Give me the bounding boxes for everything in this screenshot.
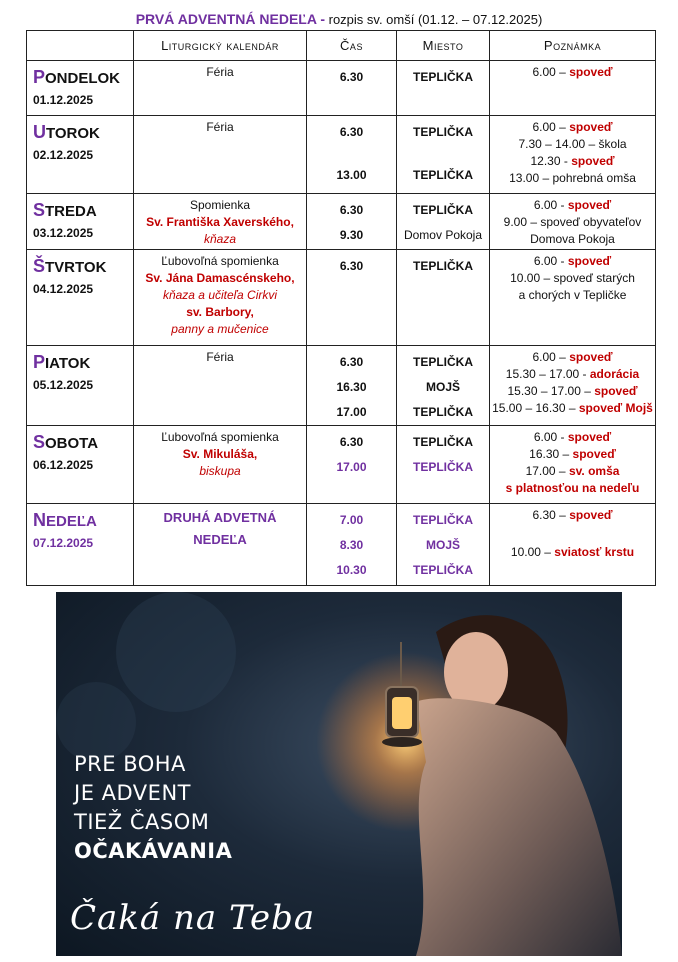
calendar-cell (134, 250, 307, 346)
mass-place: MOJŠ (425, 380, 460, 394)
mass-time: 6.30 (339, 355, 364, 369)
day-date: 01.12.2025 (33, 93, 94, 107)
mass-place: TEPLIČKA (413, 405, 473, 419)
note-line (490, 349, 655, 366)
mass-place: TEPLIČKA (413, 563, 473, 577)
note-line (490, 119, 655, 136)
poster-line-2: JE ADVENT (74, 781, 191, 805)
mass-time: 8.30 (339, 538, 364, 552)
header-calendar: Liturgický kalendár (134, 31, 307, 61)
note-cell (490, 61, 656, 116)
place-cell (397, 194, 490, 250)
time-cell (307, 346, 397, 426)
calendar-line: Spomienka (189, 198, 251, 212)
calendar-line: kňaza (203, 232, 237, 246)
note-text: 6.30 – (532, 508, 570, 522)
note-line (490, 214, 655, 231)
day-date: 03.12.2025 (33, 226, 94, 240)
note-text: a chorých v Tepličke (518, 288, 627, 302)
note-line (490, 446, 655, 463)
note-text: 6.00 - (533, 430, 568, 444)
header-note: Poznámka (490, 31, 656, 61)
note-highlight: spoveď (569, 350, 613, 364)
table-row (27, 346, 656, 426)
note-cell (490, 504, 656, 586)
note-highlight: spoveď (572, 447, 616, 461)
advent-poster-image (56, 592, 622, 956)
note-highlight: spoveď (569, 65, 613, 79)
note-highlight: spoveď (567, 254, 612, 268)
note-line (490, 253, 655, 270)
place-cell (397, 116, 490, 194)
poster-emphasis: OČAKÁVANIA (74, 839, 233, 863)
calendar-cell (134, 346, 307, 426)
note-text: 6.00 - (533, 254, 568, 268)
note-line (490, 480, 655, 497)
header-time: Čas (307, 31, 397, 61)
note-line (490, 524, 655, 544)
mass-time: 6.30 (339, 203, 364, 217)
note-text: 17.00 – (525, 464, 569, 478)
note-line (490, 400, 655, 417)
time-cell (307, 194, 397, 250)
time-cell (307, 504, 397, 586)
mass-time: 6.30 (339, 70, 364, 84)
note-line (490, 197, 655, 214)
mass-time: 13.00 (336, 168, 367, 182)
table-row (27, 61, 656, 116)
poster-signature: Čaká na Teba (70, 898, 316, 938)
day-date: 07.12.2025 (33, 536, 94, 550)
note-text: 7.30 – 14.00 – škola (518, 137, 627, 151)
place-cell (397, 504, 490, 586)
calendar-cell (134, 194, 307, 250)
note-text: 6.00 – (532, 120, 570, 134)
calendar-cell (134, 504, 307, 586)
mass-time: 17.00 (336, 405, 367, 419)
mass-place: TEPLIČKA (413, 125, 473, 139)
mass-time: 7.00 (339, 513, 364, 527)
note-text: 6.00 - (533, 198, 568, 212)
note-line (490, 287, 655, 304)
calendar-cell (134, 426, 307, 504)
day-name-rest: OBOTA (45, 435, 99, 452)
note-line (490, 429, 655, 446)
mass-place: TEPLIČKA (413, 70, 473, 84)
calendar-line: kňaza a učiteľa Cirkvi (162, 288, 278, 302)
mass-time: 17.00 (336, 460, 367, 474)
calendar-line: sv. Barbory, (186, 305, 254, 319)
note-cell (490, 194, 656, 250)
day-cell (27, 194, 134, 250)
note-highlight: spoveď (567, 430, 612, 444)
note-text: Domova Pokoja (530, 232, 615, 246)
header-place: Miesto (397, 31, 490, 61)
note-highlight: s platnosťou na nedeľu (505, 481, 640, 495)
table-row (27, 116, 656, 194)
note-highlight: spoveď (567, 198, 612, 212)
day-cell (27, 426, 134, 504)
day-name (33, 510, 133, 532)
day-initial: S (33, 432, 46, 452)
note-text: 16.30 – (529, 447, 573, 461)
day-date: 02.12.2025 (33, 148, 94, 162)
calendar-line: Sv. Františka Xaverského, (146, 215, 294, 229)
note-highlight: spoveď (569, 508, 613, 522)
note-cell (490, 116, 656, 194)
time-cell (307, 116, 397, 194)
mass-time: 6.30 (339, 125, 364, 139)
mass-place: TEPLIČKA (413, 460, 473, 474)
note-cell (490, 250, 656, 346)
place-cell (397, 61, 490, 116)
place-cell (397, 426, 490, 504)
time-cell (307, 250, 397, 346)
note-text: 10.00 – (510, 545, 555, 559)
mass-place: TEPLIČKA (413, 259, 473, 273)
note-cell (490, 426, 656, 504)
mass-time: 6.30 (339, 435, 364, 449)
mass-place: MOJŠ (425, 538, 460, 552)
mass-place: Domov Pokoja (403, 228, 483, 242)
table-header-row (27, 31, 656, 61)
mass-place: TEPLIČKA (413, 435, 473, 449)
note-highlight: adorácia (589, 367, 640, 381)
day-name (33, 256, 133, 278)
day-name-rest: IATOK (45, 355, 91, 372)
day-initial: U (33, 122, 46, 142)
table-row (27, 250, 656, 346)
mass-time: 9.30 (339, 228, 364, 242)
page-title (0, 10, 678, 29)
note-line (490, 544, 655, 561)
note-text: 6.00 – (532, 350, 570, 364)
mass-schedule-table (26, 30, 656, 586)
day-cell (27, 61, 134, 116)
day-name (33, 122, 133, 144)
day-name-rest: EDEĽA (46, 513, 97, 530)
time-cell (307, 426, 397, 504)
day-initial: P (33, 352, 46, 372)
poster-line-1: PRE BOHA (74, 752, 186, 776)
note-text: 15.30 – 17.00 - (505, 367, 590, 381)
note-text: 15.00 – 16.30 – (492, 401, 579, 415)
day-name (33, 432, 133, 454)
day-name (33, 200, 133, 222)
mass-place: TEPLIČKA (413, 513, 473, 527)
day-name-rest: ONDELOK (45, 70, 121, 87)
note-text: 13.00 – pohrebná omša (509, 171, 636, 185)
poster-text (74, 750, 232, 866)
note-text: 10.00 – spoveď starých (510, 271, 635, 285)
note-highlight: spoveď (569, 120, 613, 134)
day-cell (27, 346, 134, 426)
table-row (27, 194, 656, 250)
note-line (490, 153, 655, 170)
place-cell (397, 250, 490, 346)
table-row (27, 426, 656, 504)
note-line (490, 136, 655, 153)
calendar-line: Sv. Mikuláša, (182, 447, 258, 461)
day-date: 04.12.2025 (33, 282, 94, 296)
day-cell (27, 250, 134, 346)
header-day (27, 31, 134, 61)
note-line (490, 231, 655, 248)
note-line (490, 170, 655, 187)
note-line (490, 366, 655, 383)
note-highlight: spoveď (594, 384, 638, 398)
day-initial: Š (33, 256, 46, 276)
calendar-line: DRUHÁ ADVETNÁ (163, 510, 277, 525)
table-row (27, 504, 656, 586)
poster-line-3: TIEŽ ČASOM (74, 810, 210, 834)
note-highlight: sv. omša (568, 464, 620, 478)
title-subtitle: rozpis sv. omší (01.12. – 07.12.2025) (328, 12, 543, 27)
mass-place: TEPLIČKA (413, 203, 473, 217)
day-name (33, 352, 133, 374)
note-text: 12.30 - (530, 154, 572, 168)
note-highlight: spoveď (571, 154, 615, 168)
time-cell (307, 61, 397, 116)
note-line (490, 507, 655, 524)
calendar-line: Féria (206, 120, 234, 134)
day-initial: S (33, 200, 46, 220)
calendar-line: NEDEĽA (193, 532, 247, 547)
calendar-line: Ľubovoľná spomienka (161, 430, 279, 444)
day-cell (27, 504, 134, 586)
calendar-line: Féria (206, 350, 234, 364)
mass-time: 10.30 (336, 563, 367, 577)
calendar-cell (134, 61, 307, 116)
calendar-line: Féria (206, 65, 234, 79)
note-line (490, 383, 655, 400)
calendar-line: biskupa (199, 464, 241, 478)
note-line (490, 463, 655, 480)
calendar-line: Ľubovoľná spomienka (161, 254, 279, 268)
day-initial: P (33, 67, 46, 87)
place-cell (397, 346, 490, 426)
note-text: 15.30 – 17.00 – (507, 384, 595, 398)
day-name-rest: TOROK (46, 125, 100, 142)
day-initial: N (33, 510, 46, 530)
calendar-cell (134, 116, 307, 194)
day-name-rest: TREDA (45, 203, 97, 220)
day-cell (27, 116, 134, 194)
note-cell (490, 346, 656, 426)
mass-place: TEPLIČKA (413, 355, 473, 369)
mass-time: 6.30 (339, 259, 364, 273)
title-main: PRVÁ ADVENTNÁ NEDEĽA - (135, 11, 325, 27)
note-highlight: sviatosť krstu (554, 545, 635, 559)
day-date: 05.12.2025 (33, 378, 94, 392)
calendar-line: panny a mučenice (171, 322, 269, 336)
calendar-line: Sv. Jána Damascénskeho, (145, 271, 295, 285)
note-line (490, 270, 655, 287)
note-text: 6.00 – (532, 65, 570, 79)
day-name-rest: TVRTOK (45, 259, 107, 276)
day-date: 06.12.2025 (33, 458, 94, 472)
mass-place: TEPLIČKA (413, 168, 473, 182)
note-highlight: spoveď Mojš (578, 401, 653, 415)
mass-time: 16.30 (336, 380, 367, 394)
note-line (490, 64, 655, 81)
day-name (33, 67, 133, 89)
note-text: 9.00 – spoveď obyvateľov (503, 215, 642, 229)
